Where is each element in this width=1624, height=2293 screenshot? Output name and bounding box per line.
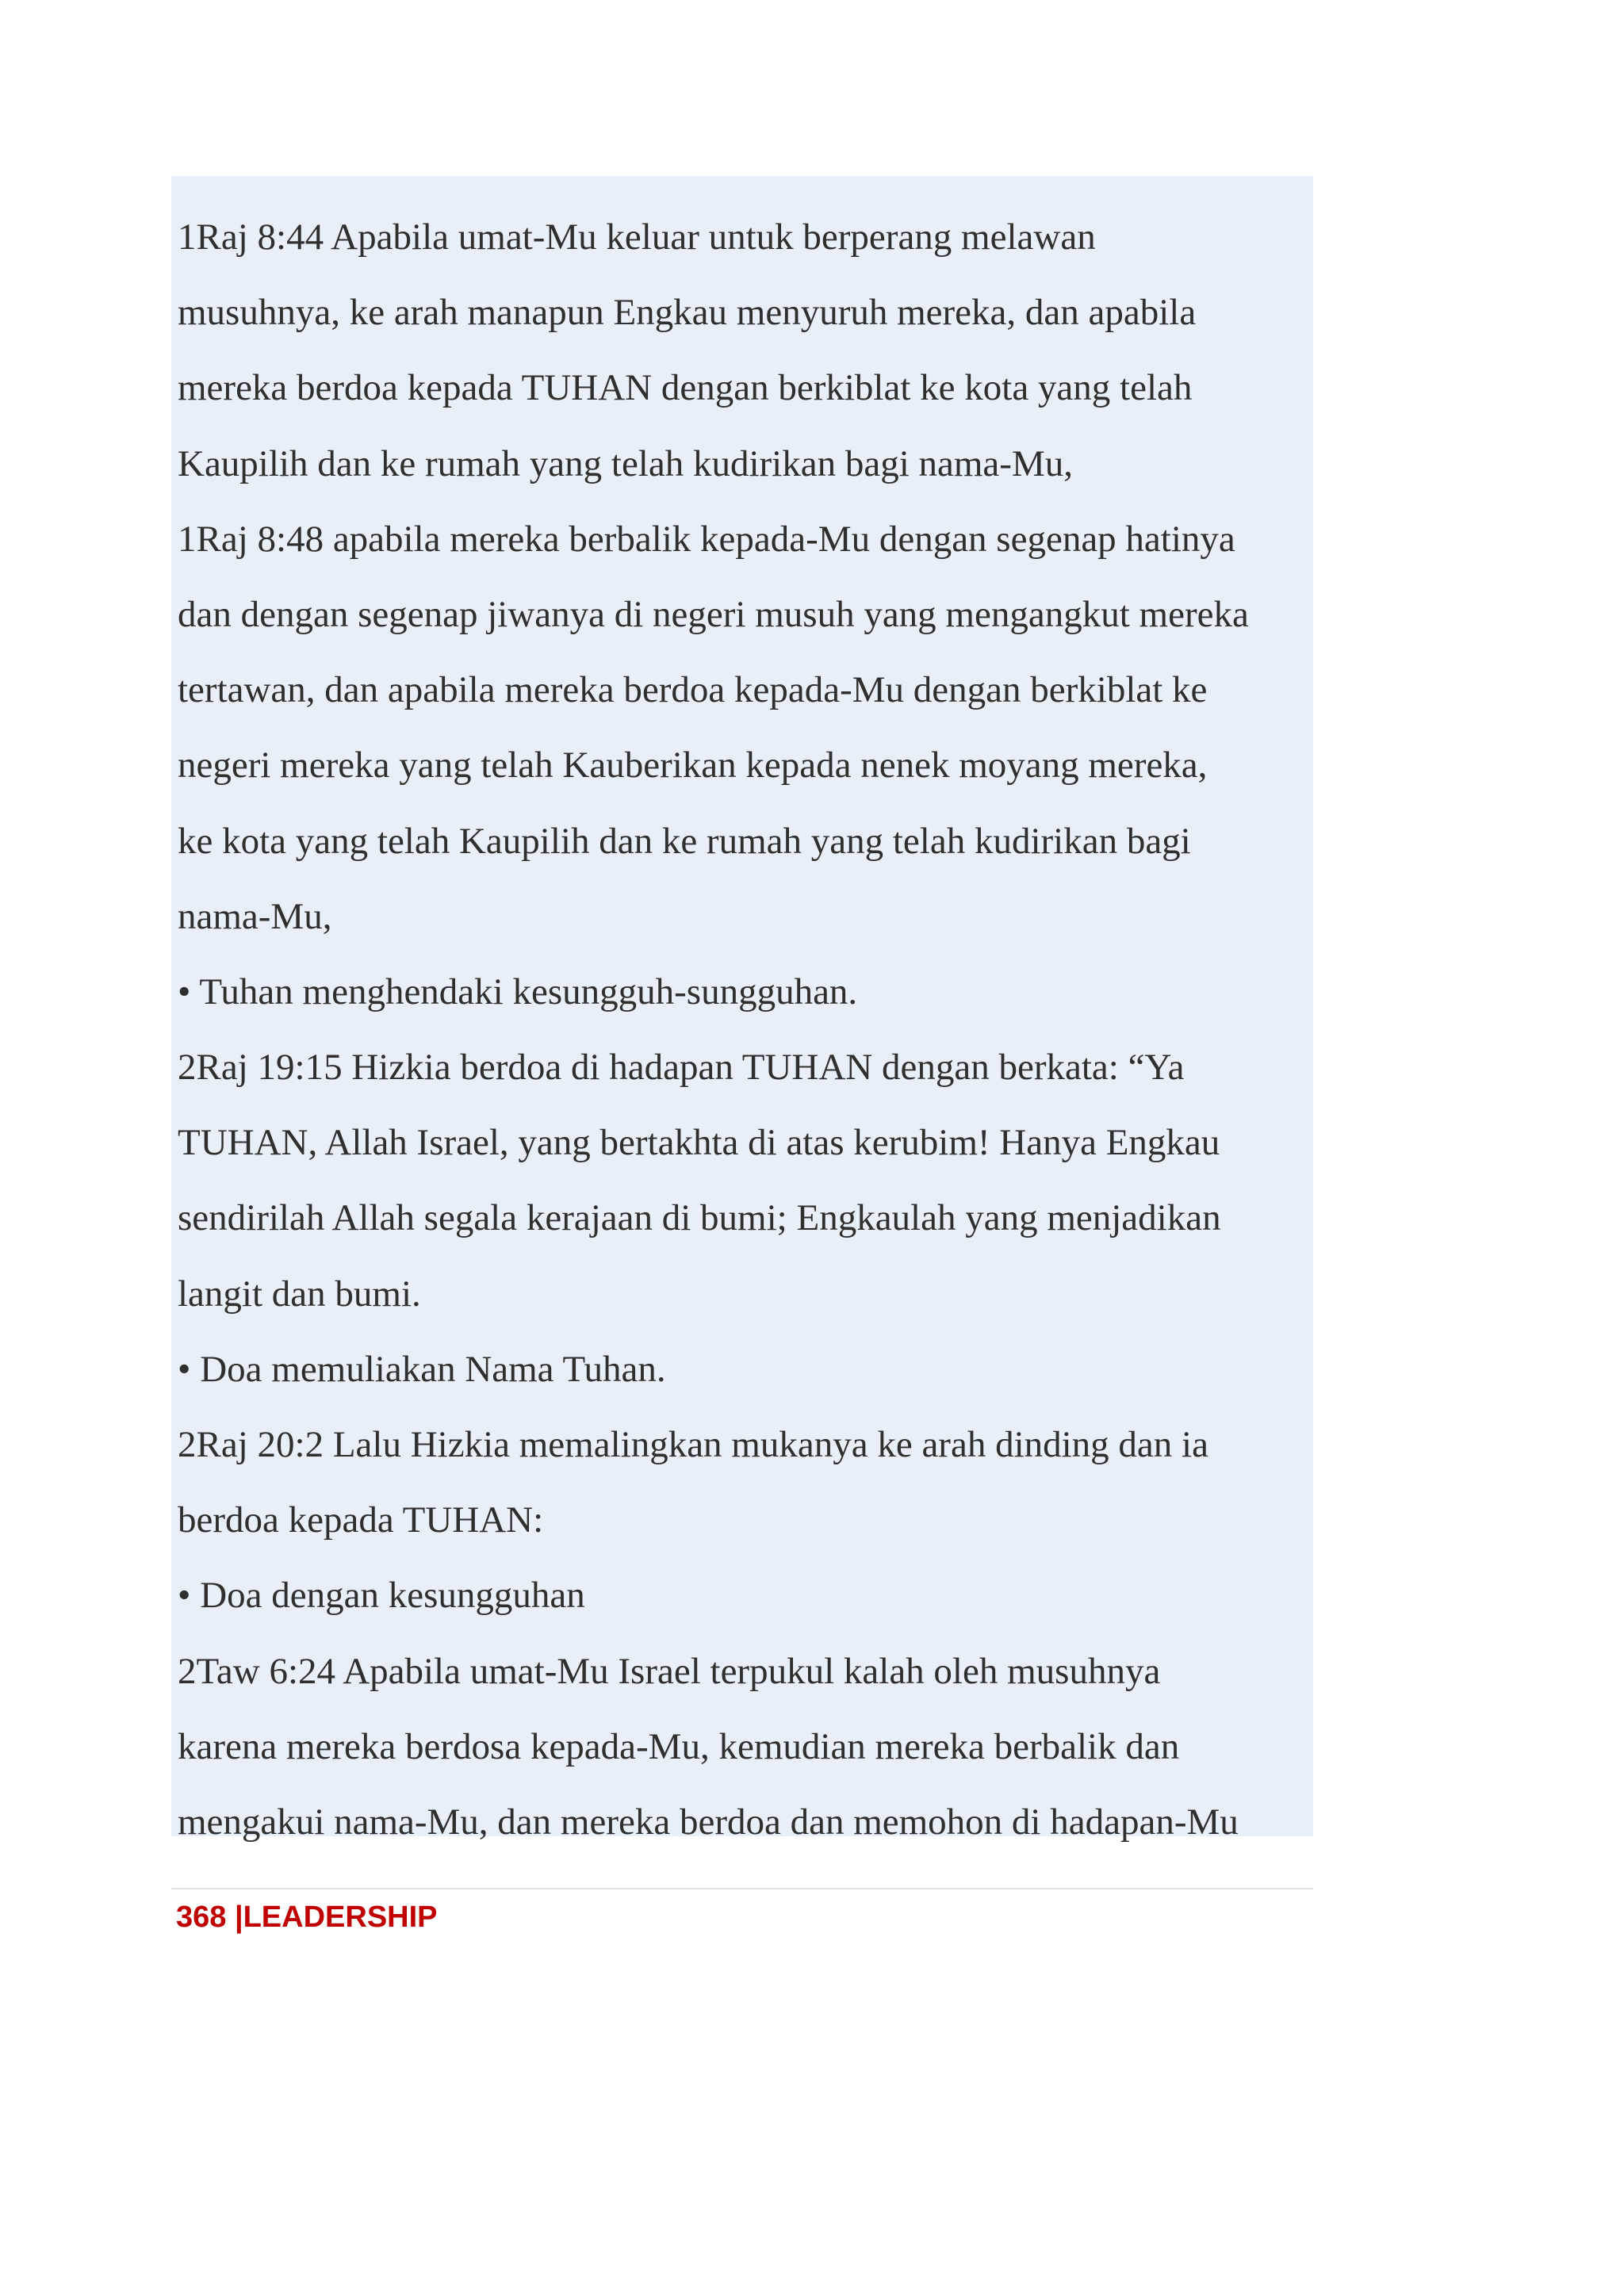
text-line: negeri mereka yang telah Kauberikan kepada nenek moyang mereka, <box>178 745 1208 787</box>
bullet-line: • Tuhan menghendaki kesungguh-sungguhan. <box>178 970 858 1013</box>
bullet-line: • Doa memuliakan Nama Tuhan. <box>178 1348 666 1390</box>
text-block <box>171 176 1313 1843</box>
text-lines <box>178 200 1313 1860</box>
text-line: mereka berdoa kepada TUHAN dengan berkiblat ke kota yang telah <box>178 367 1193 409</box>
text-line: 1Raj 8:48 apabila mereka berbalik kepada-Mu dengan segenap hatinya <box>178 518 1235 560</box>
text-line: musuhnya, ke arah manapun Engkau menyuruh mereka, dan apabila <box>178 292 1197 334</box>
text-line: 1Raj 8:44 Apabila umat-Mu keluar untuk berperang melawan <box>178 216 1096 258</box>
text-line: 2Raj 20:2 Lalu Hizkia memalingkan mukanya ke arah dinding dan ia <box>178 1424 1208 1465</box>
bullet-line: • Doa dengan kesungguhan <box>178 1575 585 1617</box>
text-line: berdoa kepada TUHAN: <box>178 1499 544 1541</box>
text-line: dan dengan segenap jiwanya di negeri musuh yang mengangkut mereka <box>178 593 1249 635</box>
text-line: mengakui nama-Mu, dan mereka berdoa dan memohon di hadapan-Mu <box>178 1801 1239 1843</box>
text-line: 2Raj 19:15 Hizkia berdoa di hadapan TUHAN dengan berkata: “Ya <box>178 1047 1185 1089</box>
footer-divider <box>171 1888 1313 1889</box>
text-line: TUHAN, Allah Israel, yang bertakhta di atas kerubim! Hanya Engkau <box>178 1122 1220 1164</box>
text-line: 2Taw 6:24 Apabila umat-Mu Israel terpukul kalah oleh musuhnya <box>178 1650 1161 1692</box>
text-line: sendirilah Allah segala kerajaan di bumi; Engkaulah yang menjadikan <box>178 1197 1221 1239</box>
text-line: karena mereka berdosa kepada-Mu, kemudian mereka berbalik dan <box>178 1725 1180 1767</box>
page-footer-label: 368 |LEADERSHIP <box>176 1901 438 1934</box>
text-line: tertawan, dan apabila mereka berdoa kepada-Mu dengan berkiblat ke <box>178 669 1208 711</box>
text-line: nama-Mu, <box>178 895 332 937</box>
text-line: langit dan bumi. <box>178 1273 421 1315</box>
text-line: ke kota yang telah Kaupilih dan ke rumah yang telah kudirikan bagi <box>178 820 1191 862</box>
text-line: Kaupilih dan ke rumah yang telah kudirikan bagi nama-Mu, <box>178 442 1073 484</box>
